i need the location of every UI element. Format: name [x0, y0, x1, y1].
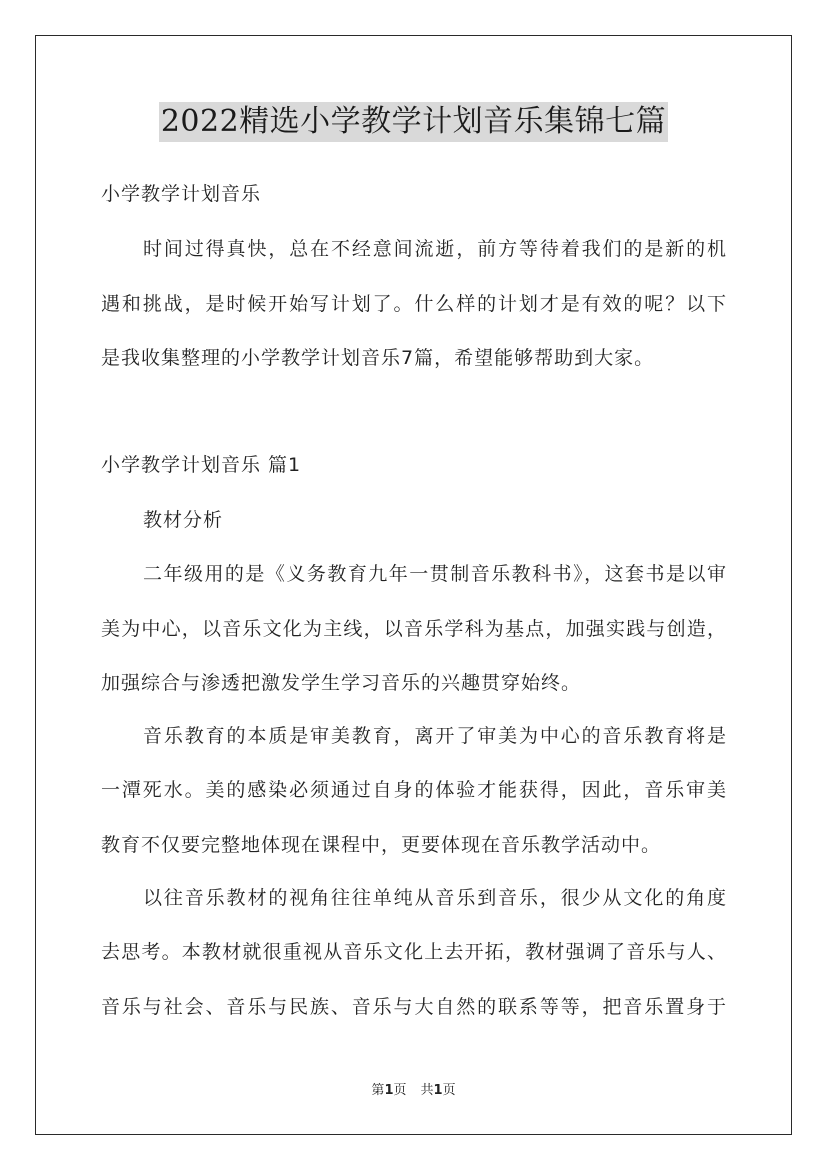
para3-line-3: 音乐与社会、音乐与民族、音乐与大自然的联系等等，把音乐置身于	[101, 996, 727, 1018]
page-number: 1	[384, 1083, 394, 1098]
total-prefix: 共	[420, 1083, 434, 1098]
section-heading: 小学教学计划音乐 篇1	[101, 454, 302, 476]
para2-line-1: 音乐教育的本质是审美教育，离开了审美为中心的音乐教育将是	[143, 725, 727, 747]
title-container	[0, 102, 827, 142]
page-suffix: 页	[393, 1083, 407, 1098]
total-number: 1	[433, 1083, 443, 1098]
para3-line-2: 去思考。本教材就很重视从音乐文化上去开拓，教材强调了音乐与人、	[101, 941, 727, 963]
para1-line-1: 二年级用的是《义务教育九年一贯制音乐教科书》，这套书是以审	[143, 563, 727, 585]
page-prefix: 第	[371, 1083, 385, 1098]
para2-line-3: 教育不仅要完整地体现在课程中，更要体现在音乐教学活动中。	[101, 834, 662, 856]
para3-line-1: 以往音乐教材的视角往往单纯从音乐到音乐，很少从文化的角度	[143, 887, 727, 909]
page-footer	[0, 1083, 827, 1099]
intro-line-3: 是我收集整理的小学教学计划音乐7篇，希望能够帮助到大家。	[101, 347, 655, 369]
intro-line-1: 时间过得真快，总在不经意间流逝，前方等待着我们的是新的机	[143, 238, 727, 260]
intro-line-2: 遇和挑战，是时候开始写计划了。什么样的计划才是有效的呢？以下	[101, 293, 727, 315]
subtitle: 小学教学计划音乐	[101, 183, 262, 205]
total-suffix: 页	[442, 1083, 456, 1098]
para1-line-3: 加强综合与渗透把激发学生学习音乐的兴趣贯穿始终。	[101, 672, 582, 694]
para2-line-2: 一潭死水。美的感染必须通过自身的体验才能获得，因此，音乐审美	[101, 779, 727, 801]
sub-heading: 教材分析	[143, 509, 224, 531]
document-title: 2022精选小学教学计划音乐集锦七篇	[159, 102, 668, 142]
para1-line-2: 美为中心，以音乐文化为主线，以音乐学科为基点，加强实践与创造，	[101, 618, 727, 640]
